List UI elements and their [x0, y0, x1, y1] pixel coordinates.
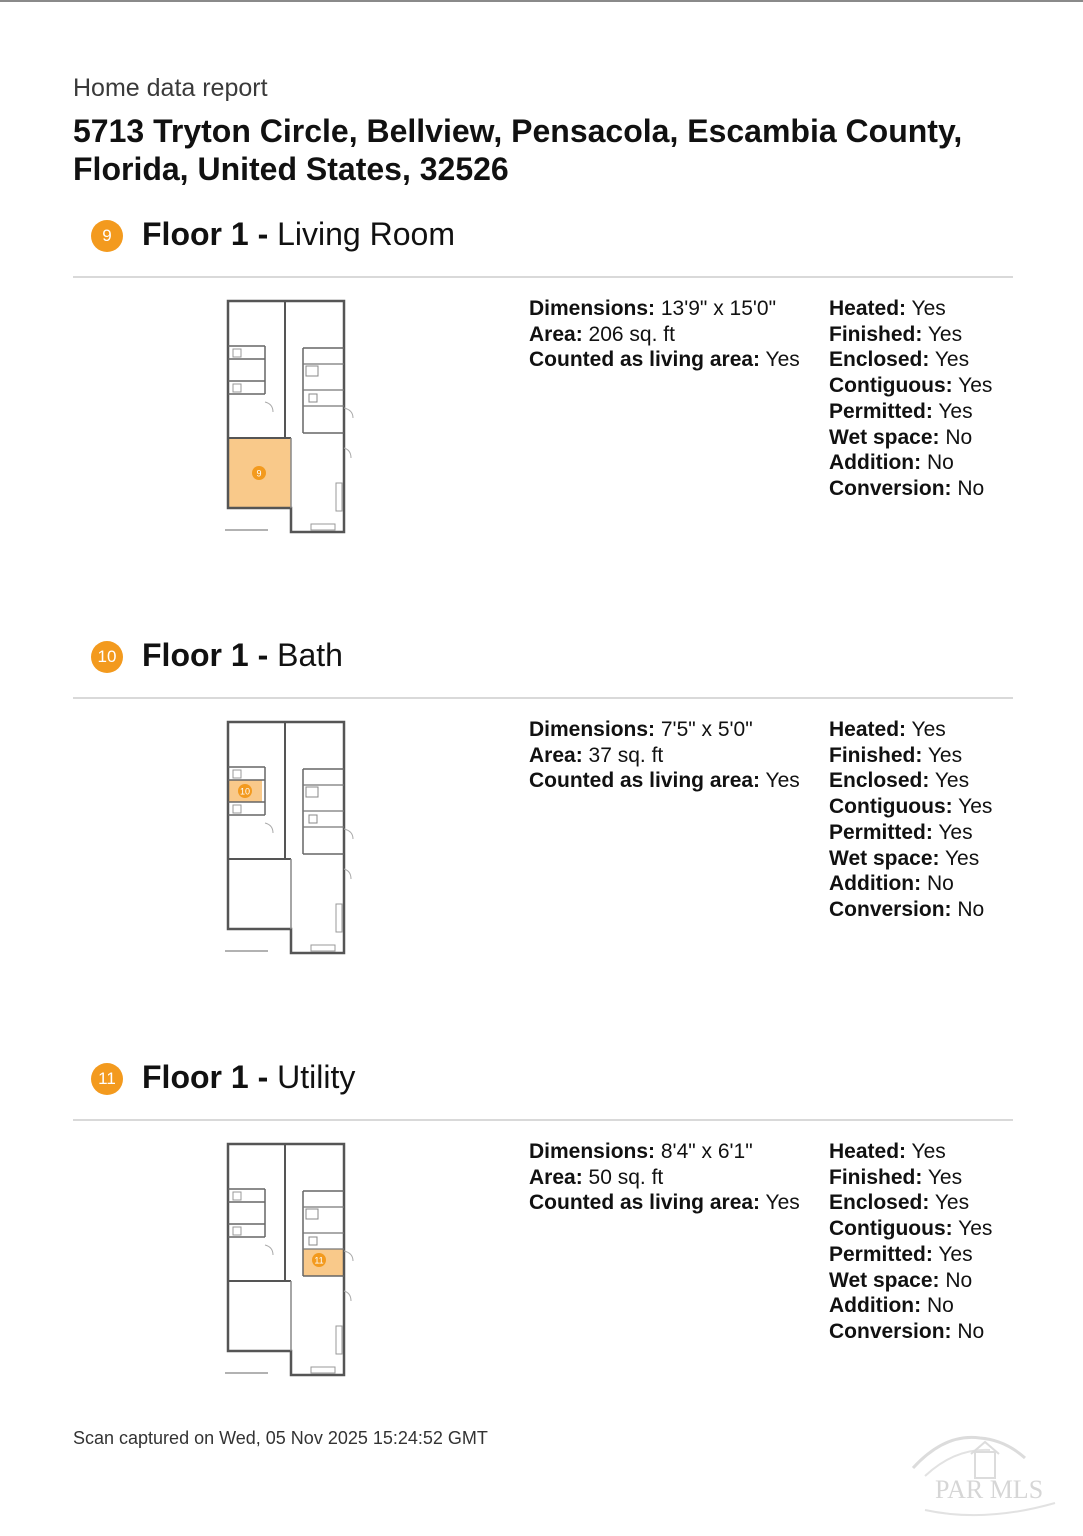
area-row	[529, 743, 829, 769]
addition-label: Addition:	[829, 1294, 922, 1318]
address-line-2: Florida, United States, 32526	[73, 151, 509, 187]
floor-plan-svg	[223, 298, 363, 538]
finished-value: Yes	[927, 322, 963, 346]
floor-plan-diagram	[223, 1141, 363, 1381]
enclosed-label: Enclosed:	[829, 1191, 930, 1215]
permitted-row	[829, 399, 1019, 425]
property-address	[73, 112, 1013, 188]
area-row	[529, 322, 829, 348]
room-floor: Floor 1	[142, 216, 249, 252]
title-dash: -	[257, 216, 269, 252]
floor-plan-diagram	[223, 719, 363, 959]
heated-row	[829, 1139, 1019, 1165]
living-area-label: Counted as living area:	[529, 769, 761, 793]
living-area-row	[529, 1190, 829, 1216]
title-dash: -	[257, 1059, 269, 1095]
wet-space-row	[829, 1268, 1019, 1294]
room-section-utility	[73, 1059, 1013, 1463]
conversion-value: No	[957, 897, 985, 921]
room-marker-number: 11	[314, 1255, 324, 1266]
room-name: Living Room	[277, 216, 455, 252]
heated-label: Heated:	[829, 718, 907, 741]
finished-label: Finished:	[829, 1165, 923, 1189]
addition-row	[829, 450, 1019, 476]
heated-row	[829, 717, 1019, 743]
addition-value: No	[926, 1294, 954, 1318]
area-label: Area:	[529, 1165, 583, 1189]
dimensions-row	[529, 296, 829, 322]
wet-space-row	[829, 846, 1019, 872]
room-floor: Floor 1	[142, 637, 249, 673]
heated-label: Heated:	[829, 297, 907, 320]
conversion-value: No	[957, 476, 985, 500]
wet-space-value: Yes	[944, 846, 980, 870]
finished-row	[829, 743, 1019, 769]
contiguous-label: Contiguous:	[829, 374, 953, 398]
addition-value: No	[926, 451, 954, 475]
wet-space-value: No	[945, 425, 973, 449]
enclosed-label: Enclosed:	[829, 348, 930, 372]
permitted-value: Yes	[938, 399, 973, 423]
enclosed-row	[829, 347, 1019, 373]
room-number-badge: 11	[91, 1063, 123, 1095]
dimensions-label: Dimensions:	[529, 718, 656, 741]
living-area-value: Yes	[765, 769, 800, 793]
title-dash: -	[257, 637, 269, 673]
wet-space-label: Wet space:	[829, 846, 940, 870]
area-label: Area:	[529, 322, 583, 346]
finished-row	[829, 322, 1019, 348]
enclosed-value: Yes	[934, 348, 970, 372]
room-measurements	[529, 296, 829, 373]
contiguous-row	[829, 373, 1019, 399]
contiguous-value: Yes	[958, 1217, 993, 1241]
area-row	[529, 1165, 829, 1191]
area-label: Area:	[529, 743, 583, 767]
wet-space-value: No	[945, 1268, 973, 1292]
wet-space-label: Wet space:	[829, 425, 940, 449]
enclosed-value: Yes	[934, 1191, 970, 1215]
permitted-value: Yes	[938, 1242, 973, 1266]
wet-space-label: Wet space:	[829, 1268, 940, 1292]
heated-row	[829, 296, 1019, 322]
addition-row	[829, 1293, 1019, 1319]
conversion-row	[829, 1319, 1019, 1345]
mls-watermark-logo	[905, 1428, 1065, 1528]
finished-row	[829, 1165, 1019, 1191]
room-section-living-room	[73, 216, 1013, 620]
conversion-row	[829, 897, 1019, 923]
living-area-label: Counted as living area:	[529, 1191, 761, 1215]
permitted-label: Permitted:	[829, 399, 933, 423]
addition-value: No	[926, 872, 954, 896]
heated-value: Yes	[911, 718, 946, 741]
room-number-badge: 10	[91, 641, 123, 673]
room-marker-number: 9	[256, 468, 262, 479]
room-attributes	[829, 717, 1019, 923]
finished-value: Yes	[927, 1165, 963, 1189]
area-value: 206 sq. ft	[588, 322, 675, 346]
room-attributes	[829, 1139, 1019, 1345]
dimensions-row	[529, 717, 829, 743]
floor-plan-svg	[223, 1141, 363, 1381]
area-value: 37 sq. ft	[588, 743, 664, 767]
room-name: Utility	[277, 1059, 356, 1095]
finished-label: Finished:	[829, 322, 923, 346]
heated-value: Yes	[911, 297, 946, 320]
room-measurements	[529, 1139, 829, 1216]
permitted-label: Permitted:	[829, 1242, 933, 1266]
wet-space-row	[829, 425, 1019, 451]
room-name: Bath	[277, 637, 343, 673]
living-area-value: Yes	[765, 1191, 800, 1215]
conversion-label: Conversion:	[829, 897, 952, 921]
dimensions-row	[529, 1139, 829, 1165]
enclosed-row	[829, 1190, 1019, 1216]
room-number-badge: 9	[91, 220, 123, 252]
contiguous-row	[829, 1216, 1019, 1242]
report-label: Home data report	[73, 74, 268, 102]
top-border	[0, 0, 1083, 2]
room-floor: Floor 1	[142, 1059, 249, 1095]
permitted-label: Permitted:	[829, 820, 933, 844]
finished-label: Finished:	[829, 743, 923, 767]
scan-timestamp: Scan captured on Wed, 05 Nov 2025 15:24:52 GMT	[73, 1428, 488, 1448]
finished-value: Yes	[927, 743, 963, 767]
dimensions-value: 13'9" x 15'0"	[660, 297, 777, 320]
dimensions-label: Dimensions:	[529, 297, 656, 320]
contiguous-value: Yes	[958, 795, 993, 819]
contiguous-label: Contiguous:	[829, 795, 953, 819]
conversion-row	[829, 476, 1019, 502]
living-area-value: Yes	[765, 348, 800, 372]
room-title	[142, 637, 343, 674]
addition-label: Addition:	[829, 451, 922, 475]
section-divider	[73, 697, 1013, 699]
permitted-row	[829, 1242, 1019, 1268]
floor-plan-diagram	[223, 298, 363, 538]
room-title	[142, 1059, 355, 1096]
contiguous-label: Contiguous:	[829, 1217, 953, 1241]
enclosed-value: Yes	[934, 769, 970, 793]
area-value: 50 sq. ft	[588, 1165, 664, 1189]
room-section-bath	[73, 637, 1013, 1041]
addition-label: Addition:	[829, 872, 922, 896]
living-area-label: Counted as living area:	[529, 348, 761, 372]
permitted-row	[829, 820, 1019, 846]
conversion-value: No	[957, 1319, 985, 1343]
room-marker-number: 10	[239, 786, 251, 797]
room-measurements	[529, 717, 829, 794]
watermark-text: PAR MLS	[935, 1475, 1044, 1504]
dimensions-value: 8'4" x 6'1"	[660, 1140, 753, 1163]
living-area-row	[529, 347, 829, 373]
dimensions-value: 7'5" x 5'0"	[660, 718, 753, 741]
floor-plan-svg	[223, 719, 363, 959]
addition-row	[829, 871, 1019, 897]
conversion-label: Conversion:	[829, 1319, 952, 1343]
section-divider	[73, 1119, 1013, 1121]
contiguous-row	[829, 794, 1019, 820]
enclosed-row	[829, 768, 1019, 794]
heated-value: Yes	[911, 1140, 946, 1163]
heated-label: Heated:	[829, 1140, 907, 1163]
permitted-value: Yes	[938, 820, 973, 844]
enclosed-label: Enclosed:	[829, 769, 930, 793]
room-title	[142, 216, 455, 253]
address-line-1: 5713 Tryton Circle, Bellview, Pensacola, Escambia County,	[73, 113, 963, 149]
contiguous-value: Yes	[958, 374, 993, 398]
conversion-label: Conversion:	[829, 476, 952, 500]
living-area-row	[529, 768, 829, 794]
section-divider	[73, 276, 1013, 278]
room-attributes	[829, 296, 1019, 502]
dimensions-label: Dimensions:	[529, 1140, 656, 1163]
